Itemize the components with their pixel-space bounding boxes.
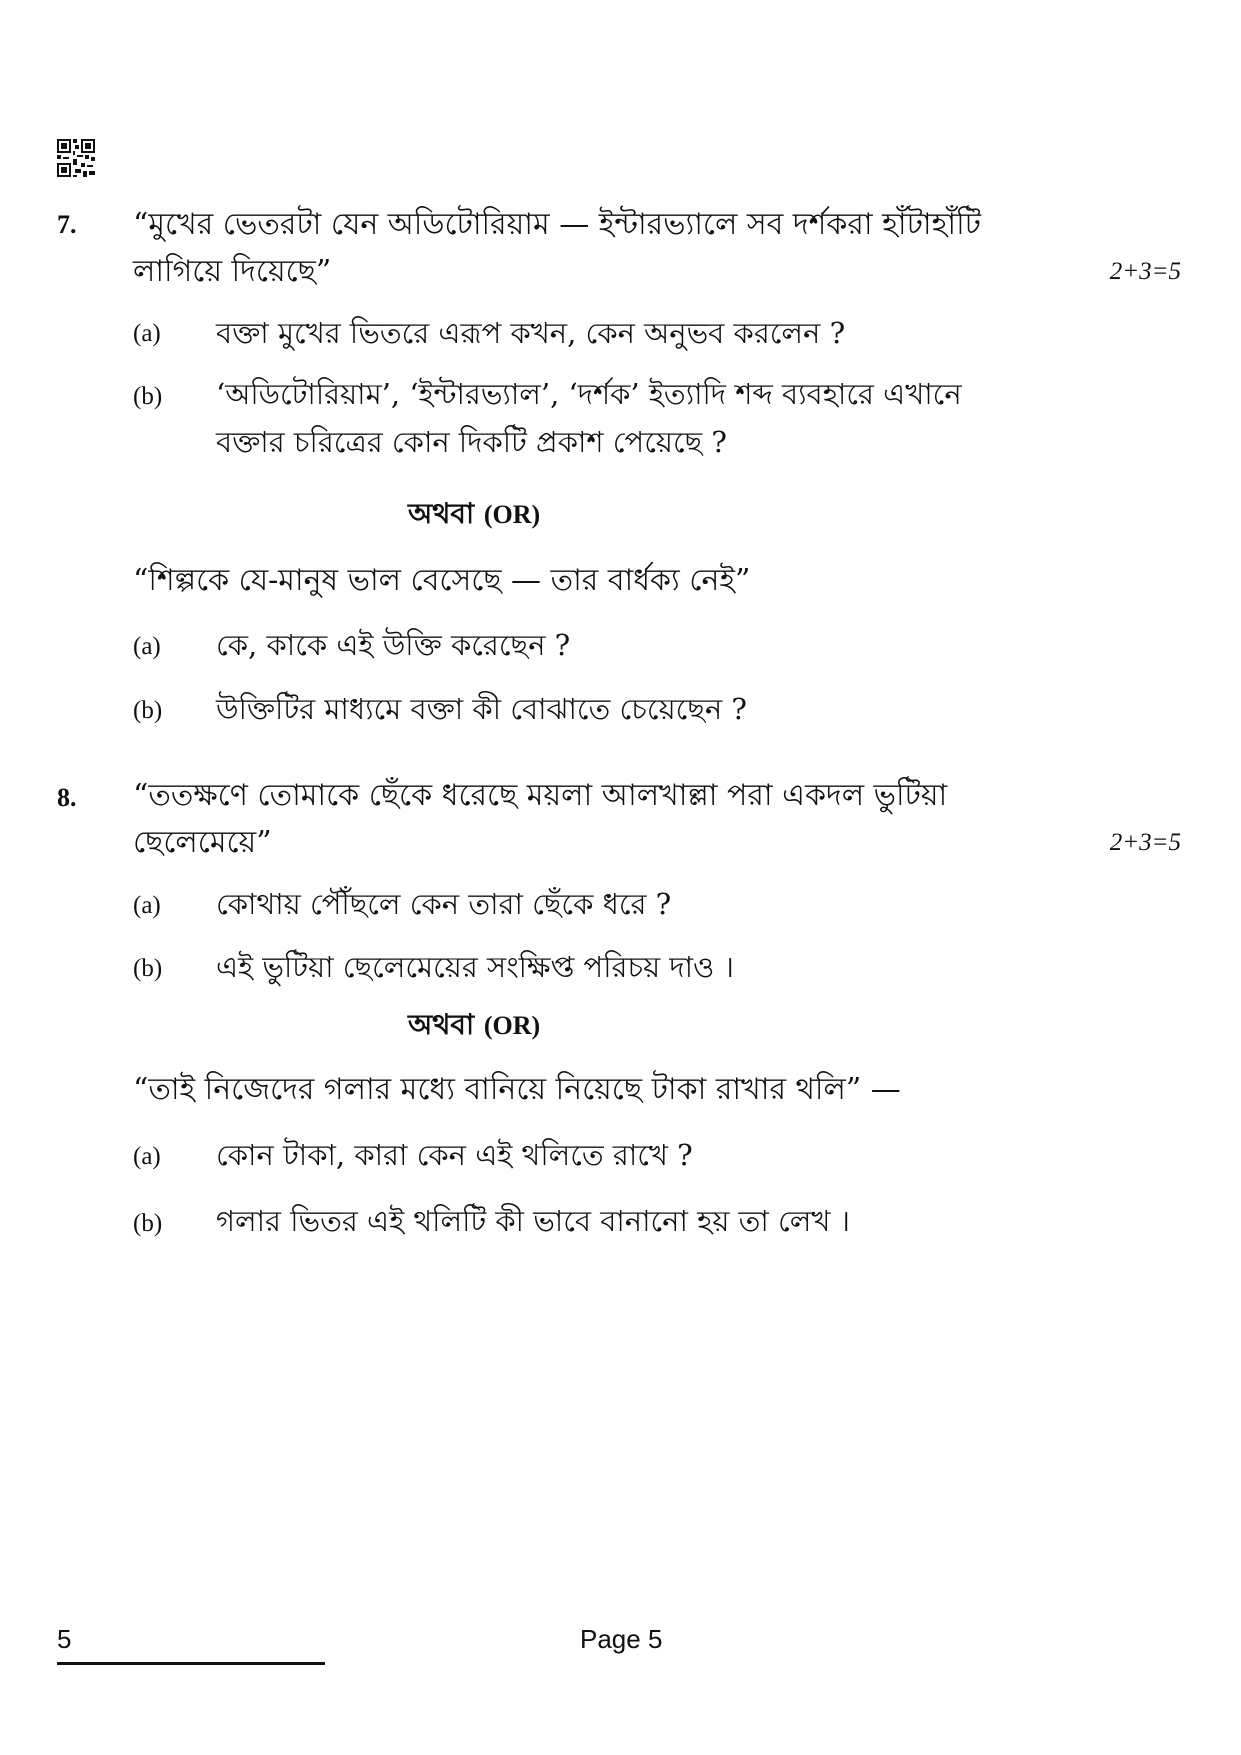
qr-code-icon: [57, 139, 95, 177]
question-8-alt-quote: “তাই নিজেদের গলার মধ্যে বানিয়ে নিয়েছে টাকা রাখার থলি” —: [133, 1072, 901, 1107]
question-7-stem-line2: লাগিয়ে দিয়েছে”: [133, 254, 332, 289]
question-7-stem: [133, 201, 1118, 295]
question-7-number: 7.: [57, 210, 77, 239]
question-8-stem-line1: “ততক্ষণে তোমাকে ছেঁকে ধরেছে ময়লা আলখাল্লা পরা একদল ভুটিয়া: [133, 778, 948, 813]
question-7-alt-b-text: উক্তিটির মাধ্যমে বক্তা কী বোঝাতে চেয়েছেন ?: [216, 692, 747, 726]
question-7-or-bn: অথবা: [408, 497, 475, 530]
question-7a-label: (a): [133, 320, 161, 347]
question-8a-label: (a): [133, 892, 161, 919]
question-7-marks: 2+3=5: [1109, 258, 1181, 285]
question-7-alt-a-label: (a): [133, 633, 161, 660]
question-7-alt-quote: “শিল্পকে যে-মানুষ ভাল বেসেছে — তার বার্ধক্য নেই”: [133, 563, 751, 598]
question-8-or-en: (OR): [483, 1011, 541, 1040]
question-8-number: 8.: [57, 783, 77, 812]
question-8-stem: [133, 772, 1118, 866]
question-7b-text-line2: বক্তার চরিত্রের কোন দিকটি প্রকাশ পেয়েছে ?: [216, 425, 727, 459]
question-8b-text: এই ভুটিয়া ছেলেমেয়ের সংক্ষিপ্ত পরিচয় দাও ।: [216, 950, 734, 984]
question-8-or-bn: অথবা: [408, 1008, 475, 1041]
footer-rule: [57, 1662, 325, 1665]
question-8-stem-line2: ছেলেমেয়ে”: [133, 825, 272, 860]
question-7-or-en: (OR): [483, 500, 541, 529]
footer-page-label: Page 5: [580, 1624, 663, 1654]
question-8-alt-a-label: (a): [133, 1143, 161, 1170]
question-7b-text: [216, 370, 1116, 466]
question-8-alt-a-text: কোন টাকা, কারা কেন এই থলিতে রাখে ?: [216, 1138, 693, 1172]
question-7a-text: বক্তা মুখের ভিতরে এরূপ কখন, কেন অনুভব করলেন ?: [216, 316, 846, 350]
question-8-alt-b-text: গলার ভিতর এই থলিটি কী ভাবে বানানো হয় তা লেখ ।: [216, 1204, 851, 1238]
question-8-alt-b-label: (b): [133, 1210, 163, 1237]
question-7-stem-line1: “মুখের ভেতরটা যেন অডিটোরিয়াম — ইন্টারভ্যালে সব দর্শকরা হাঁটাহাঁটি: [133, 207, 982, 242]
footer-code: 5: [57, 1624, 72, 1654]
question-7-or-heading: [408, 492, 540, 539]
question-7-alt-b-label: (b): [133, 697, 163, 724]
question-8a-text: কোথায় পৌঁছলে কেন তারা ছেঁকে ধরে ?: [216, 887, 672, 921]
question-8-or-heading: [408, 1003, 540, 1050]
question-7b-text-line1: ‘অডিটোরিয়াম’, ‘ইন্টারভ্যাল’, ‘দর্শক’ ইত্যাদি শব্দ ব্যবহারে এখানে: [216, 377, 962, 411]
question-7-alt-a-text: কে, কাকে এই উক্তি করেছেন ?: [216, 628, 571, 662]
question-8b-label: (b): [133, 955, 163, 982]
question-7b-label: (b): [133, 383, 163, 410]
question-8-marks: 2+3=5: [1109, 829, 1181, 856]
